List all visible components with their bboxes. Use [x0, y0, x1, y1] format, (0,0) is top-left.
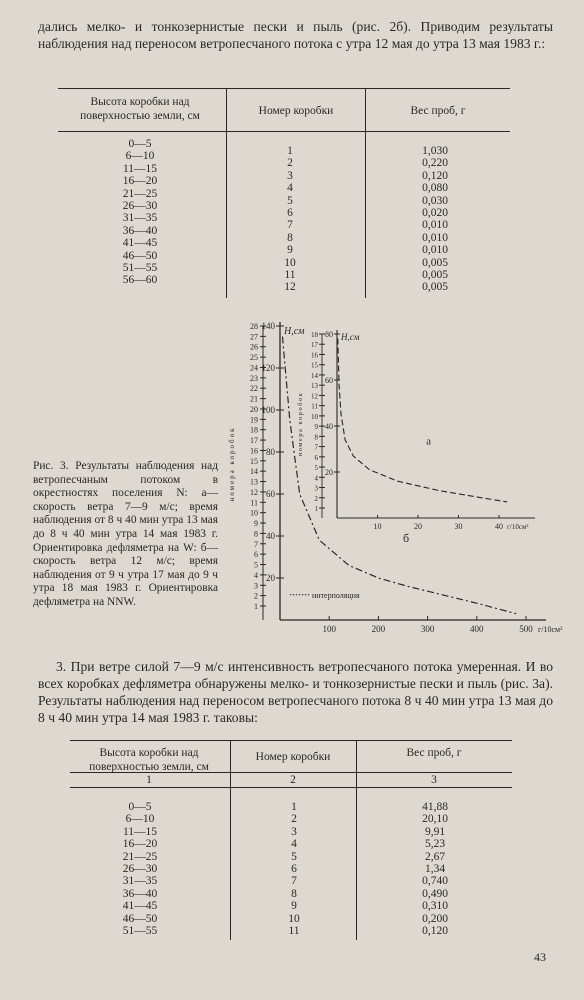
table1-box-cell: 6: [287, 206, 293, 219]
table2-height-cell: 16—20: [122, 838, 158, 851]
table2-box-cell: 10: [288, 912, 300, 925]
small-box-tick-label: 9: [314, 423, 318, 432]
big-x-tick-label: 200: [371, 624, 386, 634]
table2-number-rule: [70, 787, 512, 788]
big-box-tick-label: 13: [250, 477, 258, 487]
table2-height-cell: 11—15: [122, 825, 158, 838]
middle-paragraph: 3. При ветре силой 7—9 м/с интенсивность ветропесчаного потока умеренная. И во всех коробках дефляметра обнаружены мелко- и тонкозернистые пески и пыль (рис. 3а). Результаты наблюдения над переносом ветропесчаного потока 8 ч 40 мин утра 13 мая до 8 ч 40 мин утра 14 мая 1983 г. таковы:: [38, 659, 553, 725]
small-x-tick-label: 20: [414, 522, 422, 531]
table2-weight-cell: 0,200: [422, 912, 448, 925]
table2-box-cell: 1: [291, 801, 297, 813]
table1-height-cell: 36—40: [122, 224, 158, 237]
big-y-tick-label: 80: [266, 447, 275, 457]
big-y-tick-label: 20: [266, 573, 275, 583]
big-box-tick-label: 25: [250, 353, 258, 363]
table2-box-cell: 2: [291, 813, 297, 826]
table2-heights-column: [90, 801, 190, 937]
table1-height-cell: 51—55: [122, 261, 158, 274]
table1-box-cell: 11: [284, 268, 296, 281]
table2-header-height: Высота коробки над поверхностью земли, см: [89, 747, 209, 773]
table2-colnum-3: 3: [431, 774, 437, 786]
small-y-tick-label: 40: [325, 422, 333, 431]
small-box-tick-label: 4: [314, 474, 318, 483]
small-box-tick-label: 15: [311, 361, 318, 370]
small-box-tick-label: 18: [311, 331, 318, 339]
big-box-tick-label: 12: [250, 487, 258, 497]
table2-top-rule: [70, 740, 512, 741]
table2-height-cell: 26—30: [122, 862, 158, 875]
table1-weight-cell: 0,220: [422, 157, 448, 170]
table1-box-cell: 9: [287, 244, 293, 257]
table2-box-column: [254, 801, 334, 937]
table1-height-cell: 11—15: [122, 162, 158, 175]
table1-height-cell: 16—20: [122, 175, 158, 188]
table2-box-cell: 5: [291, 850, 297, 863]
table1-header-rule: [58, 131, 510, 132]
big-box-tick-label: 5: [254, 560, 258, 570]
table2-weight-cell: 0,310: [422, 900, 448, 913]
small-box-tick-label: 3: [314, 484, 318, 493]
table1-weights-column: [390, 145, 480, 294]
table1-weight-cell: 0,030: [422, 194, 448, 207]
table1-box-column: [250, 145, 330, 294]
small-y-axis-label: H,см: [341, 332, 360, 342]
table1-divider-2: [365, 88, 366, 298]
table1-height-cell: 41—45: [122, 237, 158, 250]
big-y-axis-label: H,см: [284, 326, 305, 337]
page-number: 43: [534, 950, 546, 964]
small-box-tick-label: 13: [311, 382, 318, 391]
table1-box-cell: 2: [287, 157, 293, 170]
table1-weight-cell: 1,030: [422, 145, 448, 157]
big-box-tick-label: 20: [250, 404, 258, 414]
table2-header-box: Номер коробки: [255, 751, 331, 763]
table2-height-cell: 46—50: [122, 912, 158, 925]
table1-box-cell: 4: [287, 182, 293, 195]
table2-box-cell: 8: [291, 887, 297, 900]
small-box-tick-label: 1: [314, 505, 318, 513]
table2-box-cell: 11: [288, 924, 300, 937]
small-y-tick-label: 60: [325, 376, 333, 385]
table1-weight-cell: 0,120: [422, 169, 448, 182]
table2-height-cell: 0—5: [128, 801, 152, 813]
table2-box-cell: 6: [291, 862, 297, 875]
table2-colnum-2: 2: [290, 774, 296, 786]
small-box-tick-label: 10: [311, 412, 318, 421]
table1-box-cell: 5: [287, 194, 293, 207]
table2-box-cell: 9: [291, 900, 297, 913]
table2-weight-cell: 41,88: [422, 801, 448, 813]
big-box-tick-label: 23: [250, 373, 258, 383]
series-b-label: б: [403, 531, 410, 545]
table2-height-cell: 51—55: [122, 924, 158, 937]
table2-box-cell: 4: [291, 838, 297, 851]
table1-weight-cell: 0,010: [422, 219, 448, 232]
table1-box-cell: 12: [284, 281, 296, 294]
big-x-axis-label: г/10см²: [538, 625, 563, 634]
table1-height-cell: 46—50: [122, 249, 158, 262]
big-box-tick-label: 2: [254, 591, 258, 601]
big-box-tick-label: 24: [250, 363, 258, 373]
small-x-tick-label: 30: [454, 522, 463, 531]
small-box-tick-label: 2: [314, 494, 318, 503]
table2-header-weight: Вес проб, г: [406, 747, 462, 759]
small-box-side-label: номера коробок: [297, 391, 304, 457]
table1-height-cell: 0—5: [128, 138, 152, 150]
big-y-tick-label: 40: [266, 531, 275, 541]
big-x-tick-label: 100: [322, 624, 336, 634]
big-box-tick-label: 26: [250, 342, 258, 352]
big-box-tick-label: 9: [254, 519, 258, 529]
table2-weights-column: [390, 801, 480, 937]
small-box-tick-label: 6: [314, 453, 318, 462]
small-box-tick-label: 12: [311, 392, 318, 401]
big-box-tick-label: 14: [250, 467, 258, 477]
big-box-side-label: номера коробок: [228, 426, 236, 502]
table1-top-rule: [58, 88, 510, 89]
table2-height-cell: 31—35: [122, 875, 158, 888]
figure-caption: Рис. 3. Результаты наблюдения над ветропесчаным потоком в окрестностях поселения N: а—скорость ветра 7—9 м/с; время наблюдения от 8 ч 40 мин утра 13 мая до 8 ч 40 мин утра 14 мая 1983 г. Ориентировка дефляметра на W: б—скорость ветра 12 м/с; время наблюдения от 9 ч утра 17 мая до 9 ч утра 18 мая 1983 г. Ориентировка дефляметра на NNW.: [33, 460, 218, 608]
big-box-tick-label: 7: [254, 539, 258, 549]
table1-weight-cell: 0,020: [422, 206, 448, 219]
table1-box-cell: 8: [287, 231, 293, 244]
small-box-tick-label: 5: [314, 464, 318, 473]
small-box-tick-label: 8: [314, 433, 318, 442]
table2-weight-cell: 0,740: [422, 875, 448, 888]
big-box-tick-label: 11: [250, 498, 258, 508]
big-y-tick-label: 120: [261, 363, 275, 373]
small-box-tick-label: 16: [311, 351, 318, 360]
figure-chart: [224, 314, 564, 634]
small-box-tick-label: 7: [314, 443, 318, 452]
table1-box-cell: 7: [287, 219, 293, 232]
big-box-tick-label: 4: [254, 570, 258, 580]
table2-box-cell: 7: [291, 875, 297, 888]
table2-height-cell: 41—45: [122, 900, 158, 913]
small-x-axis-label: г/10см²: [507, 523, 529, 531]
big-y-tick-label: 60: [266, 489, 275, 499]
table2-divider-1: [230, 740, 231, 940]
table1-weight-cell: 0,010: [422, 244, 448, 257]
big-box-tick-label: 18: [250, 425, 258, 435]
small-box-tick-label: 17: [311, 341, 318, 350]
table1-header-height: Высота коробки над поверхностью земли, см: [80, 96, 200, 122]
table2-weight-cell: 0,490: [422, 887, 448, 900]
table1-weight-cell: 0,005: [422, 281, 448, 294]
table2-weight-cell: 2,67: [424, 850, 446, 863]
table1-weight-cell: 0,010: [422, 231, 448, 244]
big-box-tick-label: 27: [250, 332, 258, 342]
big-box-tick-label: 21: [250, 394, 258, 404]
big-x-tick-label: 300: [420, 624, 435, 634]
small-box-tick-label: 11: [311, 402, 318, 411]
big-box-tick-label: 3: [254, 581, 258, 591]
table1-header-weight: Вес проб, г: [410, 105, 466, 117]
legend-label: интерполяция: [311, 590, 360, 600]
big-box-tick-label: 28: [250, 322, 258, 331]
big-box-tick-label: 10: [250, 508, 258, 518]
big-box-tick-label: 1: [254, 602, 258, 611]
big-y-tick-label: 140: [261, 321, 275, 331]
small-box-tick-label: 14: [311, 371, 318, 380]
table1-weight-cell: 0,080: [422, 182, 448, 195]
small-y-tick-label: 20: [325, 468, 333, 477]
big-box-tick-label: 22: [250, 384, 258, 394]
table2-weight-cell: 20,10: [422, 813, 448, 826]
table2-colnum-1: 1: [146, 774, 152, 786]
table1-height-cell: 56—60: [122, 274, 158, 287]
table2-box-cell: 3: [291, 825, 297, 838]
table2-divider-2: [356, 740, 357, 940]
big-box-tick-label: 15: [250, 456, 258, 466]
big-box-tick-label: 16: [250, 446, 258, 456]
table1-weight-cell: 0,005: [422, 256, 448, 269]
table1-heights-column: [90, 138, 190, 287]
table2-weight-cell: 0,120: [422, 924, 448, 937]
table1-box-cell: 3: [287, 169, 293, 182]
table1-box-cell: 1: [287, 145, 293, 157]
table1-height-cell: 31—35: [122, 212, 158, 225]
table1-height-cell: 26—30: [122, 199, 158, 212]
table1-height-cell: 6—10: [125, 150, 155, 163]
table1-height-cell: 21—25: [122, 187, 158, 200]
small-y-tick-label: 80: [325, 330, 333, 339]
table1-weight-cell: 0,005: [422, 268, 448, 281]
table2-weight-cell: 5,23: [424, 838, 446, 851]
big-x-tick-label: 500: [519, 624, 533, 634]
big-box-tick-label: 6: [254, 550, 258, 560]
table1-header-box: Номер коробки: [258, 105, 334, 117]
big-box-tick-label: 8: [254, 529, 258, 539]
table2-height-cell: 36—40: [122, 887, 158, 900]
table2-weight-cell: 9,91: [424, 825, 446, 838]
table2-height-cell: 21—25: [122, 850, 158, 863]
small-x-tick-label: 10: [373, 522, 382, 531]
series-a-line: [338, 339, 507, 502]
intro-paragraph: дались мелко- и тонкозернистые пески и пыль (рис. 2б). Приводим результаты наблюдения над переносом ветропесчаного потока с утра 12 мая до утра 13 мая 1983 г.:: [38, 19, 553, 51]
table2-height-cell: 6—10: [125, 813, 155, 826]
table2-weight-cell: 1,34: [424, 862, 446, 875]
small-x-tick-label: 40: [495, 522, 503, 531]
series-a-label: а: [426, 435, 431, 448]
big-box-tick-label: 17: [250, 436, 258, 446]
big-x-tick-label: 400: [470, 624, 484, 634]
big-y-tick-label: 100: [261, 405, 275, 415]
table1-box-cell: 10: [284, 256, 296, 269]
table1-divider-1: [226, 88, 227, 298]
big-box-tick-label: 19: [250, 415, 258, 425]
